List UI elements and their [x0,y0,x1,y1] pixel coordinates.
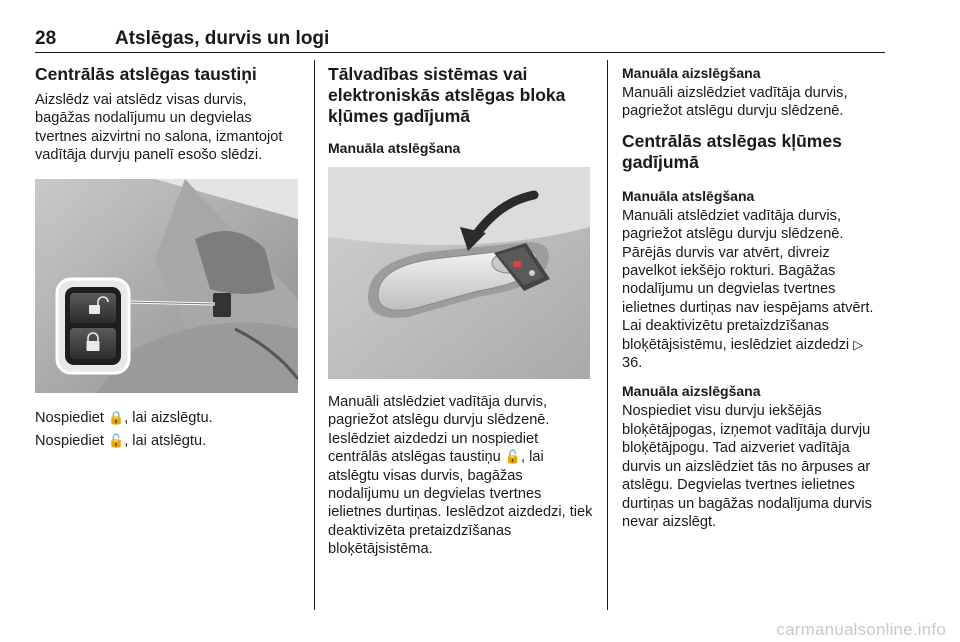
section-heading-central-lock-buttons: Centrālās atslēgas taustiņi [35,64,257,84]
page-title: Atslēgas, durvis un logi [115,28,330,49]
column-divider-2 [607,60,608,610]
page-header [35,28,885,52]
column-1 [35,64,301,450]
lock-icon: 🔒 [108,409,125,425]
unlock-icon: 🔓 [504,449,522,465]
column-3 [622,64,887,531]
remote-failure-paragraph: Manuāli atslēdziet vadītāja durvis, pagriežot atslēgu durvju slēdzenē. Ieslēdziet aizdedzi un nospiediet centrālās atslēgas taustiņu 🔓, lai atslēgtu visas durvis, bagāžas nodalījumu un degvielas tvertnes ielietnes durtiņas. Ieslēdzot aizdedzi, tiek deaktivizēta pretaizdzīšanas bloķētājsistēma. [328,394,593,558]
manual-unlock-paragraph: Manuāli atslēdziet vadītāja durvis, pagriežot atslēgu durvju slēdzenē. Pārējās durvis var atvērt, divreiz pavelkot iekšējo rokturi. Bagāžas nodalījumu un degvielas tvertnes ielietnes durtiņas nav iespējams atvērt. Lai deaktivizētu pretaizdzīšanas bloķētājsistēmu, ieslēdziet aizdedzi ▷ 36. [622,207,874,372]
subheading-manual-unlock: Manuāla atslēgšana [328,140,461,156]
column-divider-1 [314,60,315,610]
header-divider [35,52,885,53]
central-lock-switch-illustration [35,179,298,393]
subheading-manual-lock-2: Manuāla aizslēgšana [622,383,761,400]
manual-lock-paragraph: Manuāli aizslēdziet vadītāja durvis, pagriežot atslēgu durvju slēdzenē. [622,85,848,120]
page-reference-icon: ▷ [853,336,864,352]
unlock-icon: 🔓 [108,433,125,449]
figure-central-lock-switch [35,179,298,393]
press-lock-line: Nospiediet 🔒, lai aizslēgtu. [35,409,213,426]
section-heading-remote-failure: Tālvadības sistēmas vai elektroniskās atslēgas bloka kļūmes gadījumā [328,64,566,126]
watermark: carmanualsonline.info [776,620,946,639]
intro-paragraph: Aizslēdz vai atslēdz visas durvis, bagāžas nodalījumu un degvielas tvertnes aizvirtni no salona, izmantojot vadītāja durvju panelī esošo slēdzi. [35,92,283,164]
subheading-manual-lock: Manuāla aizslēgšana [622,65,761,81]
section-heading-central-lock-failure: Centrālās atslēgas kļūmes gadījumā [622,130,842,172]
manual-lock-paragraph-2: Nospiediet visu durvju iekšējās bloķētājpogas, izņemot vadītāja durvju bloķētājpogu. Tad aizveriet vadītāja durvis un aizslēdziet tās no ārpuses ar atslēgu. Degvielas tvertnes ielietnes durtiņas un bagāžas nodalījuma durvis nevar aizslēgt. [622,403,872,530]
subheading-manual-unlock-2: Manuāla atslēgšana [622,187,755,204]
door-handle-key-illustration [328,167,590,379]
page-number: 28 [35,28,57,49]
press-unlock-line: Nospiediet 🔓, lai atslēgtu. [35,433,207,450]
figure-door-handle-key [328,167,590,379]
column-2 [328,64,593,559]
